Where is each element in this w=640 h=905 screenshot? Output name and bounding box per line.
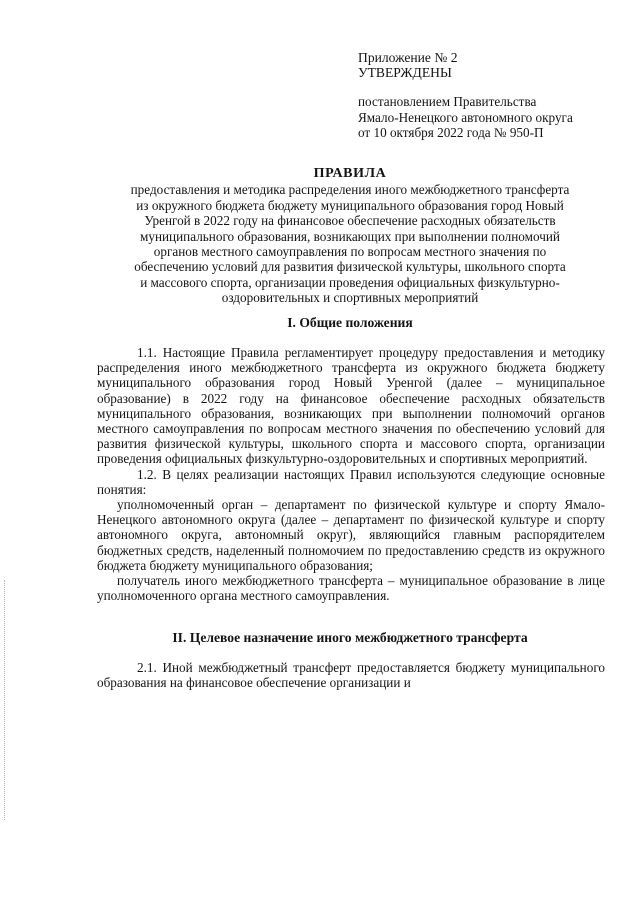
paragraph-1-1: 1.1. Настоящие Правила регламентирует процедуру предоставления и методику распределения иного межбюджетного трансферта из окружного бюджета бюджету муниципального образования город Новый Уренгой (далее – муниципальное образование) в 2022 году на финансовое обеспечение расходных обязательств муниципального образования, возникающих при выполнении полномочий органов местного самоуправления по вопросам местного значения по обеспечению условий для развития физической культуры, школьного спорта и массового спорта, организации проведения официальных физкультурно-оздоровительных и спортивных мероприятий. bbox=[97, 345, 605, 467]
definition-recipient: получатель иного межбюджетного трансферта – муниципальное образование в лице уполномоченного органа местного самоуправления. bbox=[97, 573, 605, 604]
scan-edge-marks bbox=[4, 580, 7, 820]
title-line: Уренгой в 2022 году на финансовое обеспечение расходных обязательств bbox=[144, 213, 556, 229]
document-title: ПРАВИЛА bbox=[313, 166, 387, 181]
title-line: муниципального образования, возникающих при выполнении полномочий bbox=[140, 228, 560, 244]
title-line: органов местного самоуправления по вопросам местного значения по bbox=[153, 244, 547, 260]
authority-line: Ямало-Ненецкого автономного округа bbox=[358, 109, 573, 125]
resolution-line: постановлением Правительства bbox=[358, 94, 537, 110]
document-title-block bbox=[70, 166, 630, 306]
appendix-number: Приложение № 2 bbox=[358, 50, 458, 65]
definition-authorized-body: уполномоченный орган – департамент по физической культуре и спорту Ямало-Ненецкого автономного округа (далее – департамент по физической культуре и спорту автономного округа, автономный округ), являющийся главным распорядителем бюджетных средств, наделенный полномочием по предоставлению средств из окружного бюджета бюджету муниципального образования; bbox=[97, 497, 605, 573]
paragraph-1-2: 1.2. В целях реализации настоящих Правил используются следующие основные понятия: bbox=[97, 466, 605, 497]
section-2-heading: II. Целевое назначение иного межбюджетного трансферта bbox=[172, 630, 528, 645]
title-line: предоставления и методика распределения иного межбюджетного трансферта bbox=[130, 182, 570, 198]
paragraph-2-1: 2.1. Иной межбюджетный трансферт предоставляется бюджету муниципального образования на финансовое обеспечение организации и bbox=[97, 660, 605, 691]
section-1-body bbox=[97, 345, 605, 603]
title-line: оздоровительных и спортивных мероприятий bbox=[221, 290, 479, 306]
section-1-heading: I. Общие положения bbox=[287, 315, 413, 330]
approval-block bbox=[358, 50, 628, 140]
section-2-body bbox=[97, 660, 605, 690]
resolution-date: от 10 октября 2022 года № 950-П bbox=[358, 124, 544, 140]
approved-label: УТВЕРЖДЕНЫ bbox=[358, 65, 452, 81]
title-line: из окружного бюджета бюджету муниципального образования город Новый bbox=[136, 197, 564, 213]
title-line: обеспечению условий для развития физической культуры, школьного спорта bbox=[134, 259, 566, 275]
title-line: и массового спорта, организации проведения официальных физкультурно- bbox=[140, 274, 560, 290]
